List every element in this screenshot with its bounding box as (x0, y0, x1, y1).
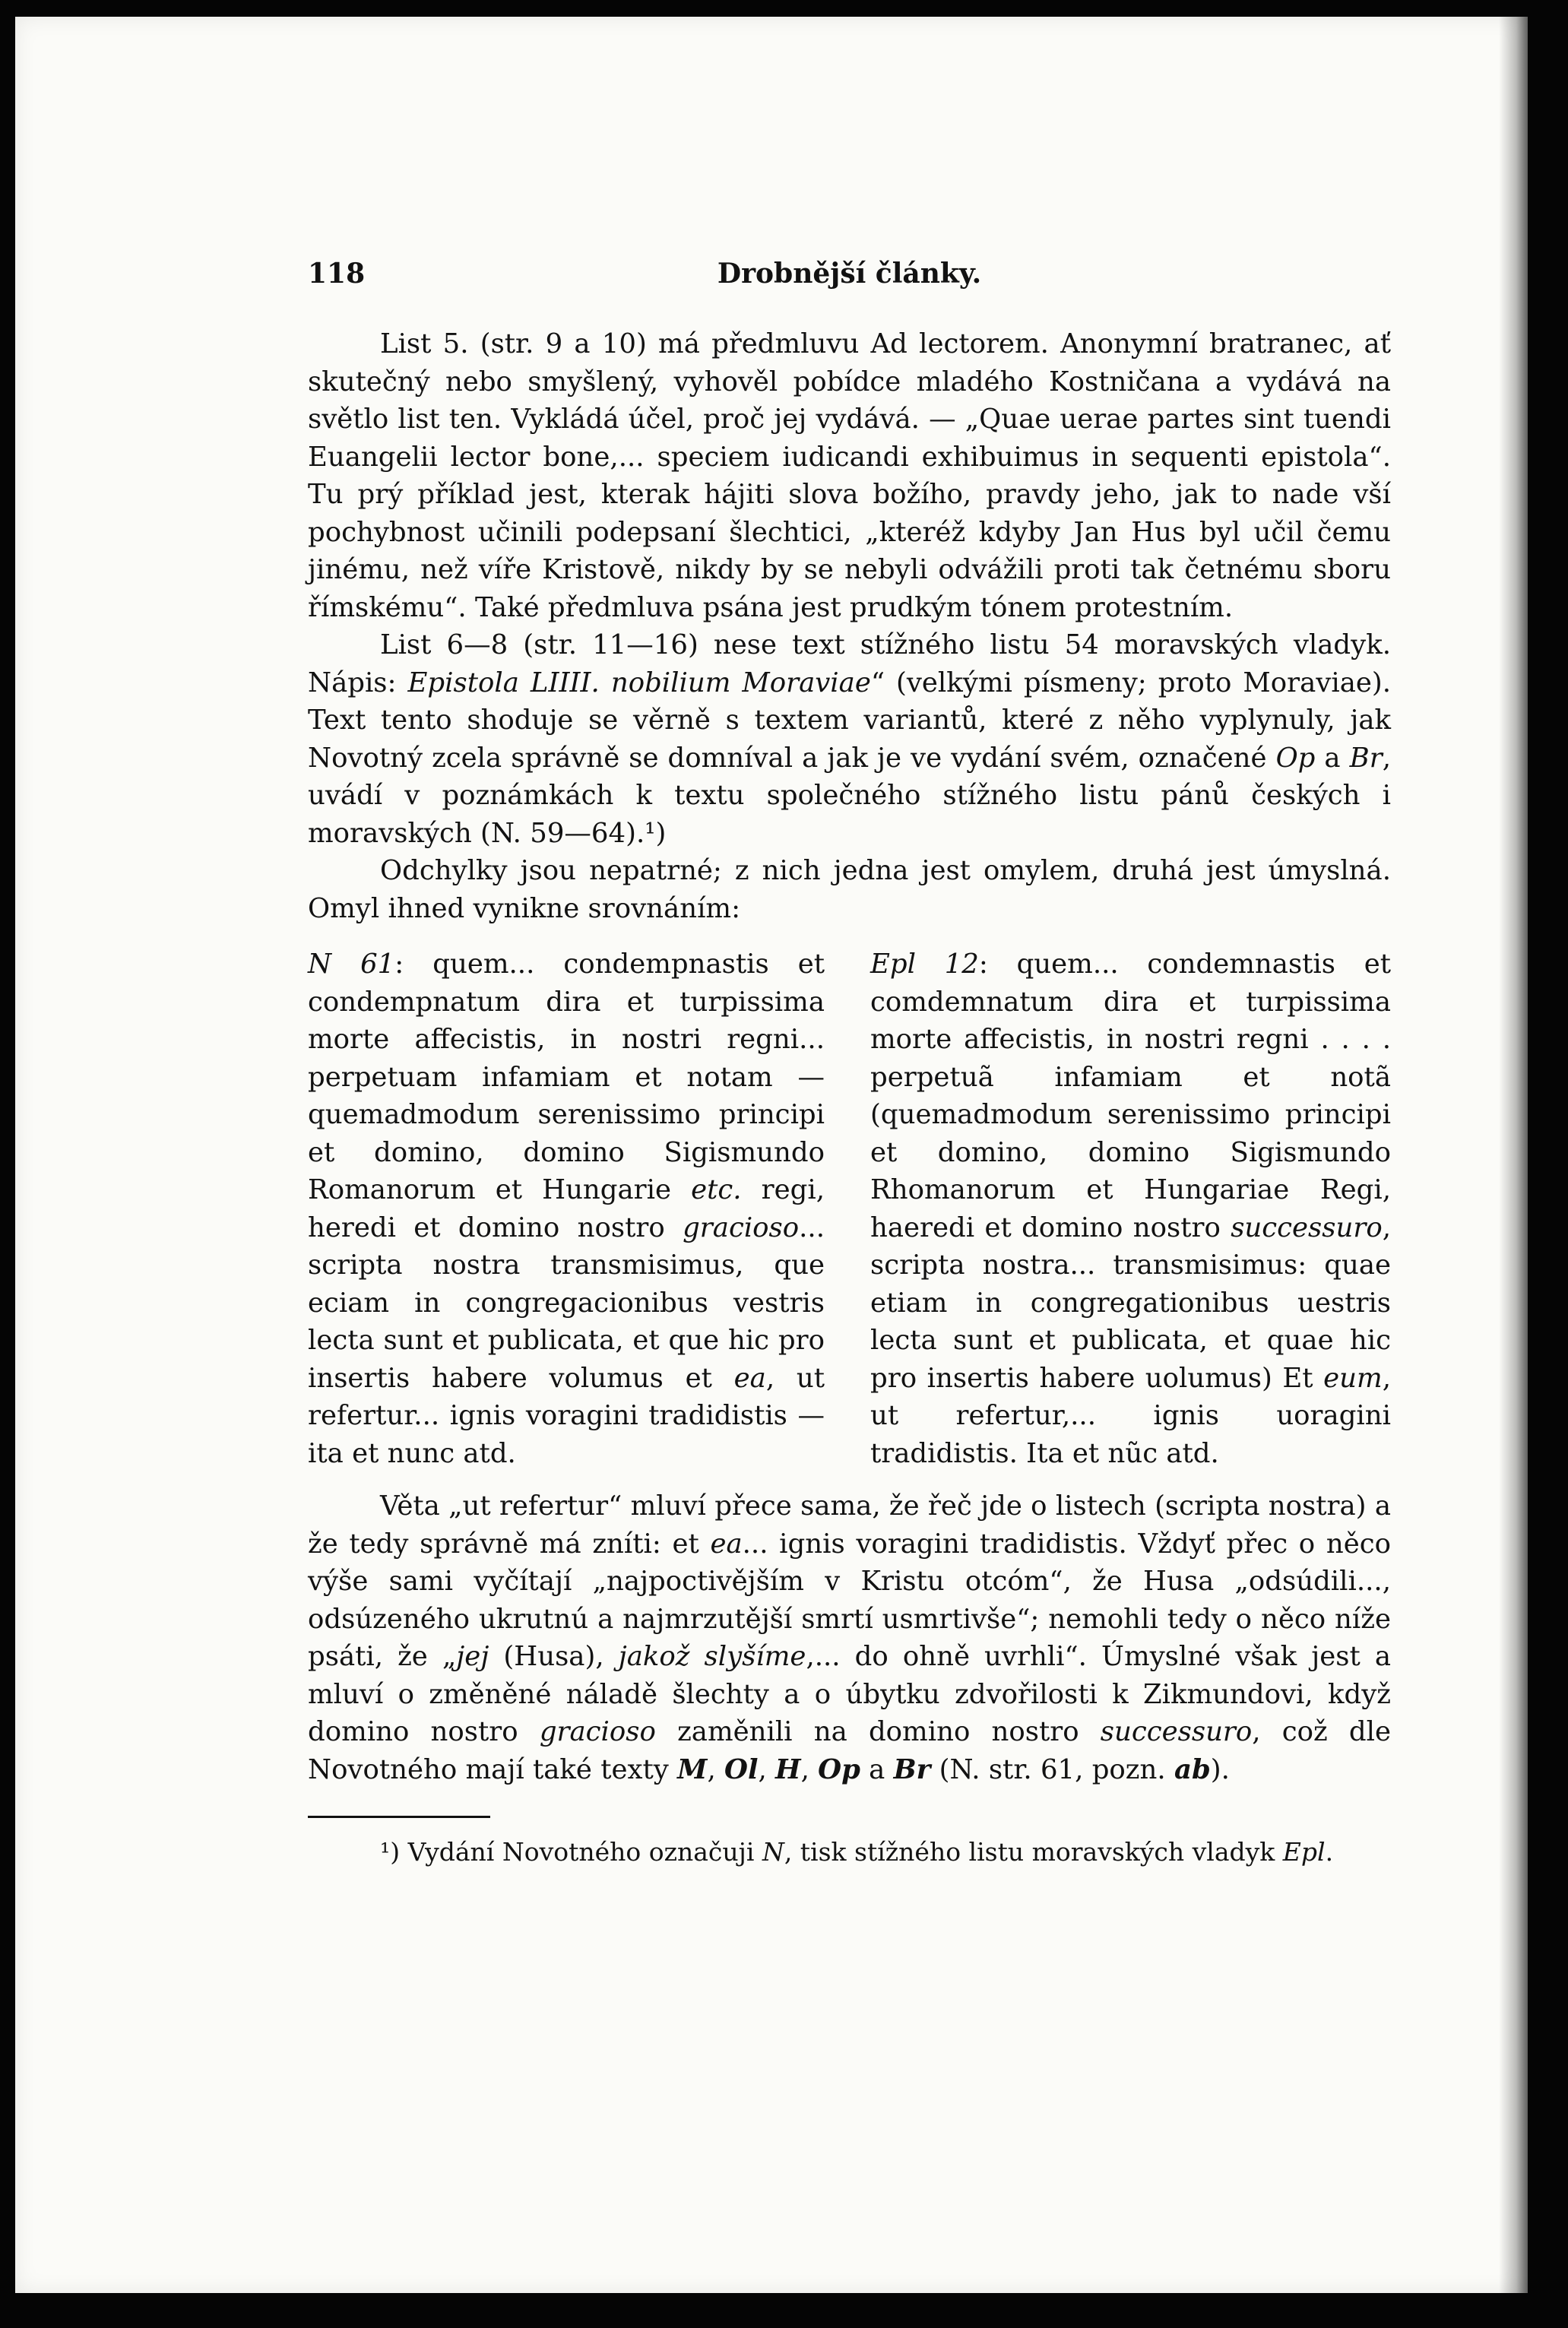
text-run: , scripta nostra... transmisimus: quae etiam in congregationibus uestris lecta sunt et publicata, et quae hic pro insertis habere uolumus) Et (870, 1212, 1391, 1394)
text-run: , (707, 1753, 725, 1785)
running-title: Drobnější články. (717, 258, 982, 290)
after-section (308, 1487, 1391, 1788)
text-run: ... scripta nostra transmisimus, que eciam in congregacionibus vestris lecta sunt et publicata, et que hic pro insertis habere volumus et (308, 1212, 825, 1394)
footnote (308, 1835, 1391, 1870)
text-run: (N. str. 61, pozn. (930, 1753, 1174, 1785)
text-run: Věta „ut refertur“ mluví přece sama, že řeč jde o listech (scripta nostra) a že tedy správně má zníti: et (308, 1490, 1391, 1560)
text-run: zaměnili na domino nostro (655, 1716, 1101, 1747)
siglum-op: Op (1275, 742, 1316, 774)
column-label-n61: N 61 (308, 949, 395, 980)
text-run: a (1315, 742, 1350, 774)
text-run: List 6—8 (str. 11—16) nese text stížného listu 54 moravských vladyk. Nápis: (308, 629, 1391, 698)
page-header (308, 245, 1391, 290)
text-run: , uvádí v poznámkách k textu společného stížného listu pánů českých i moravských (N. 59—64).¹) (308, 742, 1391, 849)
siglum-epl: Epl (1282, 1837, 1326, 1867)
text-run-italic: ea (733, 1362, 766, 1394)
text-run: ¹) Vydání Novotného označuji (380, 1837, 762, 1867)
paragraph-list-6-8 (308, 626, 1391, 852)
text-run-italic: successuro (1100, 1716, 1253, 1747)
text-run: , (758, 1753, 776, 1785)
siglum-m: M (677, 1753, 708, 1785)
text-run-italic: jej (456, 1641, 489, 1672)
siglum-br: Br (893, 1753, 931, 1785)
siglum-h: H (775, 1753, 801, 1785)
text-run-italic: ea (710, 1528, 743, 1560)
siglum-op: Op (818, 1753, 860, 1785)
text-run: : quem... condemnastis et comdemnatum dira et turpissima morte affecistis, in nostri regni . . . . perpetuã infamiam et notã (quemadmodum serenissimo principi et domino, domino Sigismundo Rhomanorum et Hungariae Regi, haeredi et domino nostro (870, 949, 1391, 1243)
text-run: ,... do ohně uvrhli“. Úmyslné však jest a mluví o změněné náladě šlechty a o úbytku zdvořilosti k Zikmundovi, když domino nostro (308, 1641, 1391, 1747)
text-run: : quem... condempnastis et condempnatum dira et turpissima morte affecistis, in nostri regni... perpetuam infamiam et notam — quemadmodum serenissimo principi et domino, domino Sigismundo Romanorum et Hungarie (308, 949, 825, 1205)
siglum-n: N (762, 1837, 784, 1867)
text-run: , což dle Novotného mají také texty (308, 1716, 1392, 1785)
text-run: , ut refertur... ignis voragini tradidistis — ita et nunc atd. (308, 1362, 825, 1469)
text-run: . (1325, 1837, 1334, 1867)
intro-section (308, 325, 1391, 927)
page-text-block (308, 245, 1391, 1870)
epistola-title: Epistola LIIII. nobilium Moraviae (407, 667, 871, 698)
text-run-italic: ab (1174, 1753, 1211, 1785)
text-run-italic: gracioso (683, 1212, 800, 1243)
page-edge-shadow (1499, 17, 1528, 2293)
text-run-italic: gracioso (539, 1716, 656, 1747)
column-n61 (308, 945, 825, 1472)
text-run: a (860, 1753, 894, 1785)
text-run: , tisk stížného listu moravských vladyk (784, 1837, 1283, 1867)
page-number: 118 (308, 258, 366, 290)
paragraph-odchylky: Odchylky jsou nepatrné; z nich jedna jest omylem, druhá jest úmyslná. Omyl ihned vynikne srovnáním: (308, 855, 1391, 924)
text-run: ). (1210, 1753, 1230, 1785)
text-run: (Husa), (489, 1641, 619, 1672)
comparison-columns (308, 945, 1391, 1472)
column-label-epl12: Epl 12 (870, 949, 979, 980)
paragraph-list-5: List 5. (str. 9 a 10) má předmluvu Ad lectorem. Anonymní bratranec, ať skutečný nebo smyšlený, vyhověl pobídce mladého Kostničana a vydává na světlo list ten. Vykládá účel, proč jej vydává. — „Quae uerae partes sint tuendi Euangelii lector bone,... speciem iudicandi exhibuimus in sequenti epistola“. Tu prý příklad jest, kterak hájiti slova božího, pravdy jeho, jak to nade vší pochybnost učinili podepsaní šlechtici, „kteréž kdyby Jan Hus byl učil čemu jinému, než víře Kristově, nikdy by se nebyli odvážili proti tak četnému sboru římskému“. Také předmluva psána jest prudkým tónem protestním. (308, 328, 1391, 623)
text-run: , (800, 1753, 819, 1785)
text-run: regi, heredi et domino nostro (308, 1174, 825, 1243)
paragraph-veta (308, 1487, 1391, 1788)
column-epl12 (870, 945, 1391, 1472)
text-run-italic: etc. (691, 1174, 742, 1205)
footnote-divider (308, 1816, 490, 1818)
text-run: , ut refertur,... ignis uoragini tradidistis. Ita et nũc atd. (870, 1362, 1391, 1469)
book-page (15, 17, 1528, 2293)
text-run-italic: jakož slyšíme (618, 1641, 806, 1672)
text-run-italic: eum (1323, 1362, 1383, 1394)
text-run: ... ignis voragini tradidistis. Vždyť přec o něco výše sami vyčítají „najpoctivějším v Kristu otcóm“, že Husa „odsúdili..., odsúzeného ukrutnú a najmrzutější smrtí usmrtivše“; nemohli tedy o něco níže psáti, že „ (308, 1528, 1391, 1672)
footnote-1 (308, 1835, 1391, 1870)
siglum-ol: Ol (724, 1753, 759, 1785)
text-run: “ (velkými písmeny; proto Moraviae). Text tento shoduje se věrně s textem variantů, které z něho vyplynuly, jak Novotný zcela správně se domníval a jak je ve vydání svém, označené (308, 667, 1391, 774)
text-run-italic: successuro (1231, 1212, 1383, 1243)
siglum-br: Br (1349, 742, 1383, 774)
